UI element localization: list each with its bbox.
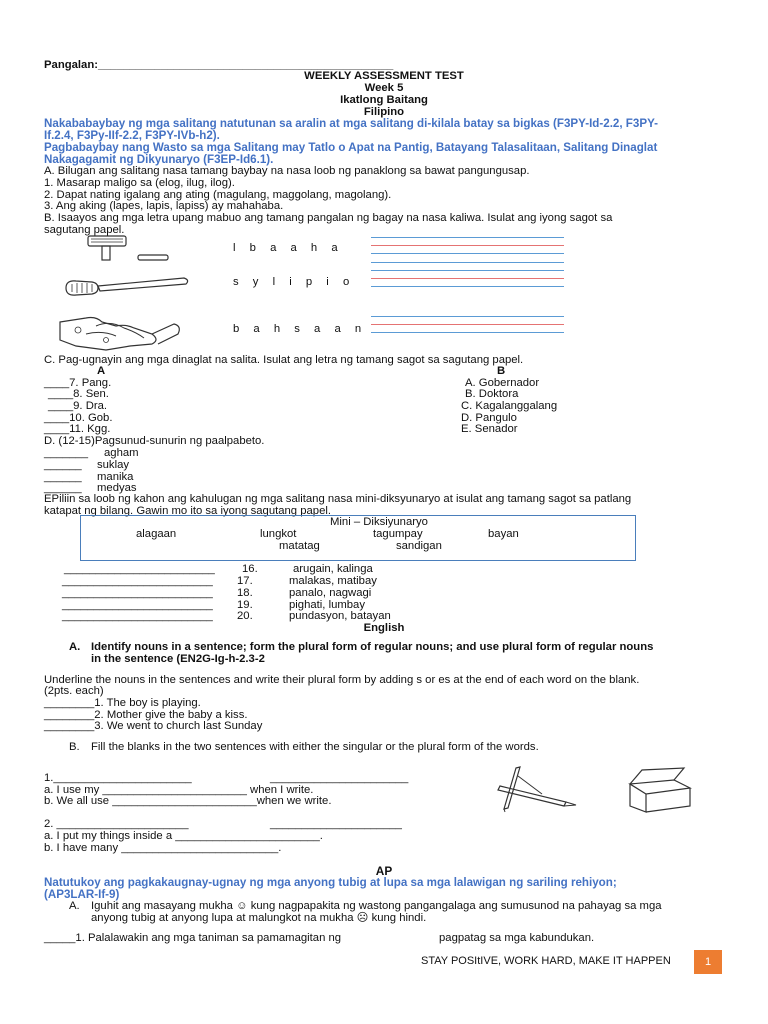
week-label: Week 5 bbox=[364, 82, 404, 94]
section-b-instruction-line2: sagutang papel. bbox=[44, 224, 125, 236]
english-instruction-line1: Underline the nouns in the sentences and write their plural form by adding s or es at the end of each word on the blank. bbox=[44, 674, 640, 686]
section-a-item-2: 2. Dapat nating igalang ang ating (magulang, maggolang, magolang). bbox=[44, 189, 392, 201]
name-field: Pangalan:_______________________________________________ bbox=[44, 59, 394, 71]
match-item-8: ____8. Sen. bbox=[48, 388, 109, 400]
item-number-20: 20. bbox=[237, 610, 253, 622]
match-choice-a: A. Gobernador bbox=[465, 377, 540, 389]
match-item-10: ____10. Gob. bbox=[44, 412, 113, 424]
dictionary-word-sandigan: sandigan bbox=[396, 540, 442, 552]
answer-blank-19: ________________________ bbox=[62, 599, 213, 611]
section-b-instruction-line1: B. Isaayos ang mga letra upang mabuo ang tamang pangalan ng bagay na nasa kaliwa. Isulat ang iyong sagot sa bbox=[44, 212, 613, 224]
section-c-instruction: C. Pag-ugnayin ang mga dinaglat na salita. Isulat ang letra ng tamang sagot sa sagutang papel. bbox=[44, 354, 524, 366]
test-title: WEEKLY ASSESSMENT TEST bbox=[304, 70, 464, 82]
match-choice-b: B. Doktora bbox=[465, 388, 519, 400]
alphabetize-word: suklay bbox=[97, 459, 130, 471]
answer-blank-16: ________________________ bbox=[64, 563, 215, 575]
question-2b: b. I have many _________________________. bbox=[44, 842, 282, 854]
question-2-second-blank: _____________________ bbox=[270, 818, 402, 830]
item-number-19: 19. bbox=[237, 599, 253, 611]
meaning-17: malakas, matibay bbox=[289, 575, 377, 587]
washing-hands-picture bbox=[56, 312, 186, 356]
english-part-b-instruction: Fill the blanks in the two sentences with either the singular or the plural form of the words. bbox=[91, 741, 539, 753]
english-item-1: ________1. The boy is playing. bbox=[44, 697, 201, 709]
meaning-16: arugain, kalinga bbox=[293, 563, 373, 575]
dictionary-word-alagaan: alagaan bbox=[136, 528, 177, 540]
section-a-item-1: 1. Masarap maligo sa (elog, ilug, ilog). bbox=[44, 177, 235, 189]
ap-competency-line2: (AP3LAR-If-9) bbox=[44, 888, 120, 901]
writing-line bbox=[371, 286, 564, 287]
writing-line bbox=[371, 332, 564, 333]
footer-motto: STAY POSItIVE, WORK HARD, MAKE IT HAPPEN bbox=[421, 955, 671, 967]
writing-line bbox=[371, 324, 564, 325]
english-competency-label: A. bbox=[69, 641, 81, 653]
meaning-19: pighati, lumbay bbox=[289, 599, 365, 611]
ap-question-1: _____1. Palalawakin ang mga taniman sa pamamagitan ng bbox=[44, 932, 342, 944]
subject-filipino: Filipino bbox=[363, 106, 405, 118]
writing-line bbox=[371, 270, 564, 271]
section-a-item-3: 3. Ang aking (lapes, lapis, lapiss) ay mahahaba. bbox=[44, 200, 284, 212]
match-choice-d: D. Pangulo bbox=[461, 412, 517, 424]
mini-dictionary-title: Mini – Diksiyunaryo bbox=[330, 516, 428, 528]
section-e-instruction-line2: katapat ng bilang. Gawin mo ito sa iyong sagutang papel. bbox=[44, 505, 332, 517]
ap-question-1-tail: pagpatag sa mga kabundukan. bbox=[439, 932, 595, 944]
pencils-picture bbox=[494, 764, 584, 812]
meaning-20: pundasyon, batayan bbox=[289, 610, 391, 622]
ap-item-a-label: A. bbox=[69, 900, 80, 912]
match-item-11: ____11. Kgg. bbox=[44, 423, 111, 435]
section-a-instruction: A. Bilugan ang salitang nasa tamang baybay na nasa loob ng panaklong sa bawat pangungusap. bbox=[44, 165, 530, 177]
meaning-18: panalo, nagwagi bbox=[289, 587, 372, 599]
english-item-3: ________3. We went to church last Sunday bbox=[44, 720, 263, 732]
answer-blank-20: ________________________ bbox=[62, 610, 213, 622]
competency-spelling-line1: Nakababaybay ng mga salitang natutunan sa aralin at mga salitang di-kilala batay sa bigkas (F3PY-Id-2.2, F3PY- bbox=[44, 117, 659, 130]
question-1a: a. I use my _______________________ when I write. bbox=[44, 784, 314, 796]
alphabetize-blank: ______ bbox=[44, 471, 82, 483]
item-number-17: 17. bbox=[237, 575, 253, 587]
competency-dictionary-line1: Pagbabaybay nang Wasto sa mga Salitang may Tatlo o Apat na Pantig, Batayang Talasalitaan, Salitang Dinaglat bbox=[44, 141, 658, 154]
scrambled-word-2: s y l i p i o bbox=[233, 276, 355, 288]
question-1b: b. We all use _______________________when we write. bbox=[44, 795, 332, 807]
scrambled-word-3: b a h s a a n bbox=[233, 323, 367, 335]
section-d-instruction: D. (12-15)Pagsunud-sunurin ng paalpabeto. bbox=[44, 435, 265, 447]
alphabetize-blank: ______ bbox=[44, 482, 82, 494]
alphabetize-word: manika bbox=[97, 471, 134, 483]
question-1-blank: 1.______________________ bbox=[44, 772, 192, 784]
dictionary-word-tagumpay: tagumpay bbox=[373, 528, 423, 540]
grade-label: Ikatlong Baitang bbox=[340, 94, 428, 106]
scrambled-word-1: l b a a h a bbox=[233, 242, 344, 254]
writing-line bbox=[371, 278, 564, 279]
english-competency-line2: in the sentence (EN2G-Ig-h-2.3-2 bbox=[91, 653, 265, 665]
subject-ap: AP bbox=[375, 864, 393, 878]
alphabetize-word: agham bbox=[104, 447, 139, 459]
ap-item-a-line2: anyong tubig at anyong lupa at malungkot na mukha ☹ kung hindi. bbox=[91, 912, 427, 924]
subject-english: English bbox=[363, 622, 405, 634]
answer-blank-18: ________________________ bbox=[62, 587, 213, 599]
writing-line bbox=[371, 316, 564, 317]
match-choice-c: C. Kagalanggalang bbox=[461, 400, 558, 412]
english-instruction-line2: (2pts. each) bbox=[44, 685, 104, 697]
match-item-7: ____7. Pang. bbox=[44, 377, 112, 389]
english-competency-line1: Identify nouns in a sentence; form the plural form of regular nouns; and use plural form of regular nouns bbox=[91, 641, 654, 653]
dictionary-word-bayan: bayan bbox=[488, 528, 519, 540]
english-item-2: ________2. Mother give the baby a kiss. bbox=[44, 709, 248, 721]
match-choice-e: E. Senador bbox=[461, 423, 518, 435]
writing-line bbox=[371, 262, 564, 263]
item-number-18: 18. bbox=[237, 587, 253, 599]
english-part-b-label: B. bbox=[69, 741, 80, 753]
question-1-second-blank: ______________________ bbox=[270, 772, 409, 784]
answer-blank-17: ________________________ bbox=[62, 575, 213, 587]
competency-dictionary-line2: Nakagagamit ng Dikyunaryo (F3EP-Id6.1). bbox=[44, 153, 274, 166]
question-2-blank: 2. _____________________ bbox=[44, 818, 189, 830]
razor-picture bbox=[86, 234, 176, 262]
writing-line bbox=[371, 245, 564, 246]
alphabetize-blank: ______ bbox=[44, 459, 82, 471]
page-number-badge: 1 bbox=[694, 950, 722, 974]
dictionary-word-matatag: matatag bbox=[279, 540, 320, 552]
box-picture bbox=[624, 764, 696, 814]
ap-item-a-line1: Iguhit ang masayang mukha ☺ kung nagpapakita ng wastong pangangalaga ang sumusunod na pahayag sa mga bbox=[91, 900, 662, 912]
writing-line bbox=[371, 253, 564, 254]
competency-spelling-line2: If.2.4, F3Py-IIf-2.2, F3PY-IVb-h2). bbox=[44, 129, 220, 142]
column-a-header: A bbox=[97, 365, 106, 377]
match-item-9: ____9. Dra. bbox=[48, 400, 108, 412]
dictionary-word-lungkot: lungkot bbox=[260, 528, 297, 540]
toothbrush-picture bbox=[62, 272, 192, 302]
writing-line bbox=[371, 237, 564, 238]
alphabetize-word: medyas bbox=[97, 482, 137, 494]
section-e-instruction-line1: EPiliin sa loob ng kahon ang kahulugan ng mga salitang nasa mini-diksyunaryo at isulat ang tamang sagot sa patlang bbox=[44, 493, 632, 505]
question-2a: a. I put my things inside a _______________________. bbox=[44, 830, 323, 842]
ap-competency-line1: Natutukoy ang pagkakaugnay-ugnay ng mga anyong tubig at lupa sa mga lalawigan ng sariling rehiyon; bbox=[44, 876, 617, 889]
column-b-header: B bbox=[497, 365, 506, 377]
item-number-16: 16. bbox=[242, 563, 258, 575]
alphabetize-blank: _______ bbox=[44, 447, 88, 459]
